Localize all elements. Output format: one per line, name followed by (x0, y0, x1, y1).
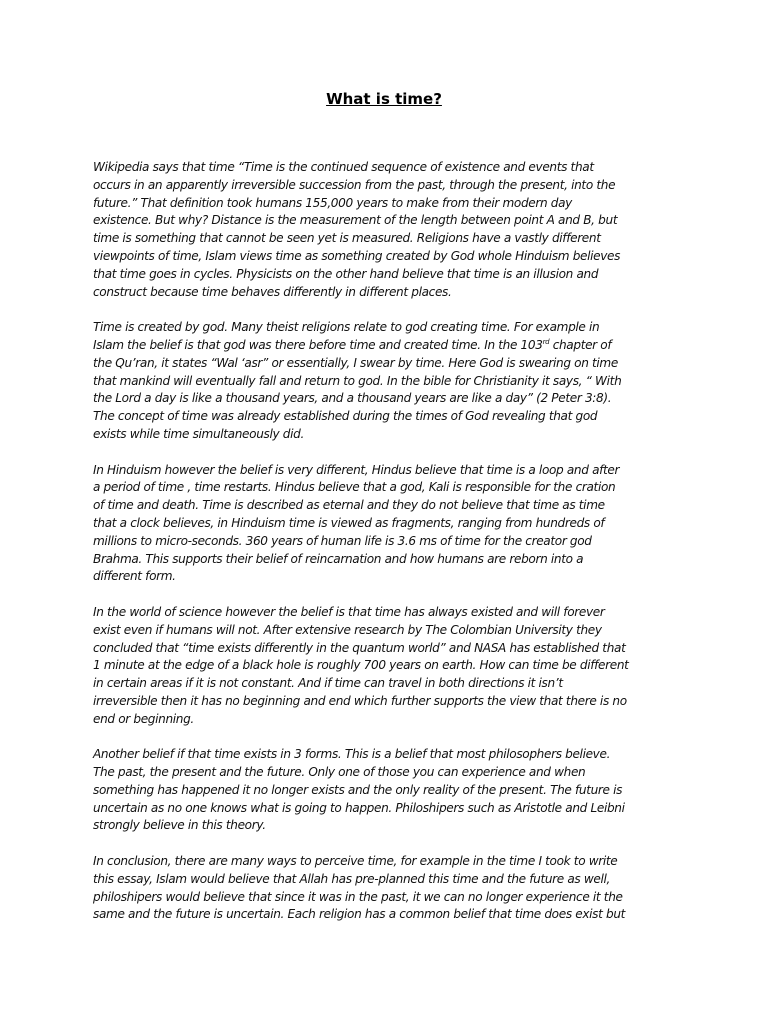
text-line: that mankind will eventually fall and return to god. In the bible for Christianity it says, “ With (93, 373, 622, 388)
document-title: What is time? (326, 90, 442, 108)
text-line: a period of time , time restarts. Hindus believe that a god, Kali is responsible for the cration (93, 480, 616, 495)
text-line: that time goes in cycles. Physicists on the other hand believe that time is an illusion and (93, 266, 599, 281)
text-line: Brahma. This supports their belief of reincarnation and how humans are reborn into a (93, 551, 584, 566)
text-line: something has happened it no longer exists and the only reality of the present. The future is (93, 782, 623, 797)
text-line: future.” That definition took humans 155,000 years to make from their modern day (93, 195, 572, 210)
text-line: The concept of time was already established during the times of God revealing that god (93, 409, 598, 424)
text-line: viewpoints of time, Islam views time as something created by God whole Hinduism believes (93, 248, 621, 263)
text-line: In Hinduism however the belief is very different, Hindus believe that time is a loop and after (93, 462, 620, 477)
text-line: Another belief if that time exists in 3 forms. This is a belief that most philosophers believe. (93, 747, 611, 762)
text-line: the Qu’ran, it states “Wal ‘asr” or essentially, I swear by time. Here God is swearing on time (93, 355, 618, 370)
text-line: philoshipers would believe that since it was in the past, it we can no longer experience it the (93, 889, 623, 904)
ordinal-superscript: rd (542, 337, 550, 346)
text-line: of time and death. Time is described as eternal and they do not believe that time as time (93, 498, 605, 513)
text-line: millions to micro-seconds. 360 years of human life is 3.6 ms of time for the creator god (93, 533, 592, 548)
text-line: that a clock believes, in Hinduism time is viewed as fragments, ranging from hundreds of (93, 515, 605, 530)
paragraph-definition (93, 159, 678, 301)
text-line: this essay, Islam would believe that Allah has pre-planned this time and the future as well, (93, 871, 611, 886)
text-line: Wikipedia says that time “Time is the continued sequence of existence and events that (93, 160, 594, 174)
text-line: in certain areas if it is not constant. And if time can travel in both directions it isn’t (93, 676, 563, 691)
paragraph-three-forms (93, 746, 678, 835)
text-line: In the world of science however the belief is that time has always existed and will forever (93, 604, 605, 619)
text-line: uncertain as no one knows what is going to happen. Philoshipers such as Aristotle and Leibni (93, 800, 625, 815)
paragraph-hinduism (93, 462, 678, 587)
text-line: exists while time simultaneously did. (93, 426, 304, 441)
text-line: strongly believe in this theory. (93, 818, 266, 833)
paragraph-conclusion (93, 853, 678, 924)
paragraph-science (93, 604, 678, 729)
text-line: construct because time behaves differently in different places. (93, 284, 452, 299)
text-line: In conclusion, there are many ways to perceive time, for example in the time I took to write (93, 854, 618, 869)
text-line: end or beginning. (93, 711, 194, 726)
document-body (93, 159, 678, 942)
text-segment: Islam the belief is that god was there before time and created time. In the 103 (93, 337, 543, 352)
text-line: time is something that cannot be seen yet is measured. Religions have a vastly different (93, 231, 601, 246)
text-line: exist even if humans will not. After extensive research by The Colombian University they (93, 622, 602, 637)
text-line-with-superscript (93, 337, 678, 355)
text-line: concluded that “time exists differently in the quantum world” and NASA has established that (93, 640, 626, 655)
text-line: 1 minute at the edge of a black hole is roughly 700 years on earth. How can time be different (93, 658, 629, 673)
text-segment: chapter of (549, 337, 612, 352)
text-line: the Lord a day is like a thousand years, and a thousand years are like a day” (2 Peter 3:8). (93, 391, 612, 406)
paragraph-god-created (93, 319, 678, 444)
text-line: Time is created by god. Many theist religions relate to god creating time. For example in (93, 320, 600, 335)
text-line: same and the future is uncertain. Each religion has a common belief that time does exist but (93, 907, 626, 922)
text-line: irreversible then it has no beginning and end which further supports the view that there is no (93, 693, 627, 708)
text-line: different form. (93, 569, 176, 584)
text-line: occurs in an apparently irreversible succession from the past, through the present, into the (93, 177, 616, 192)
text-line: existence. But why? Distance is the measurement of the length between point A and B, but (93, 213, 618, 228)
text-line: The past, the present and the future. Only one of those you can experience and when (93, 765, 586, 780)
